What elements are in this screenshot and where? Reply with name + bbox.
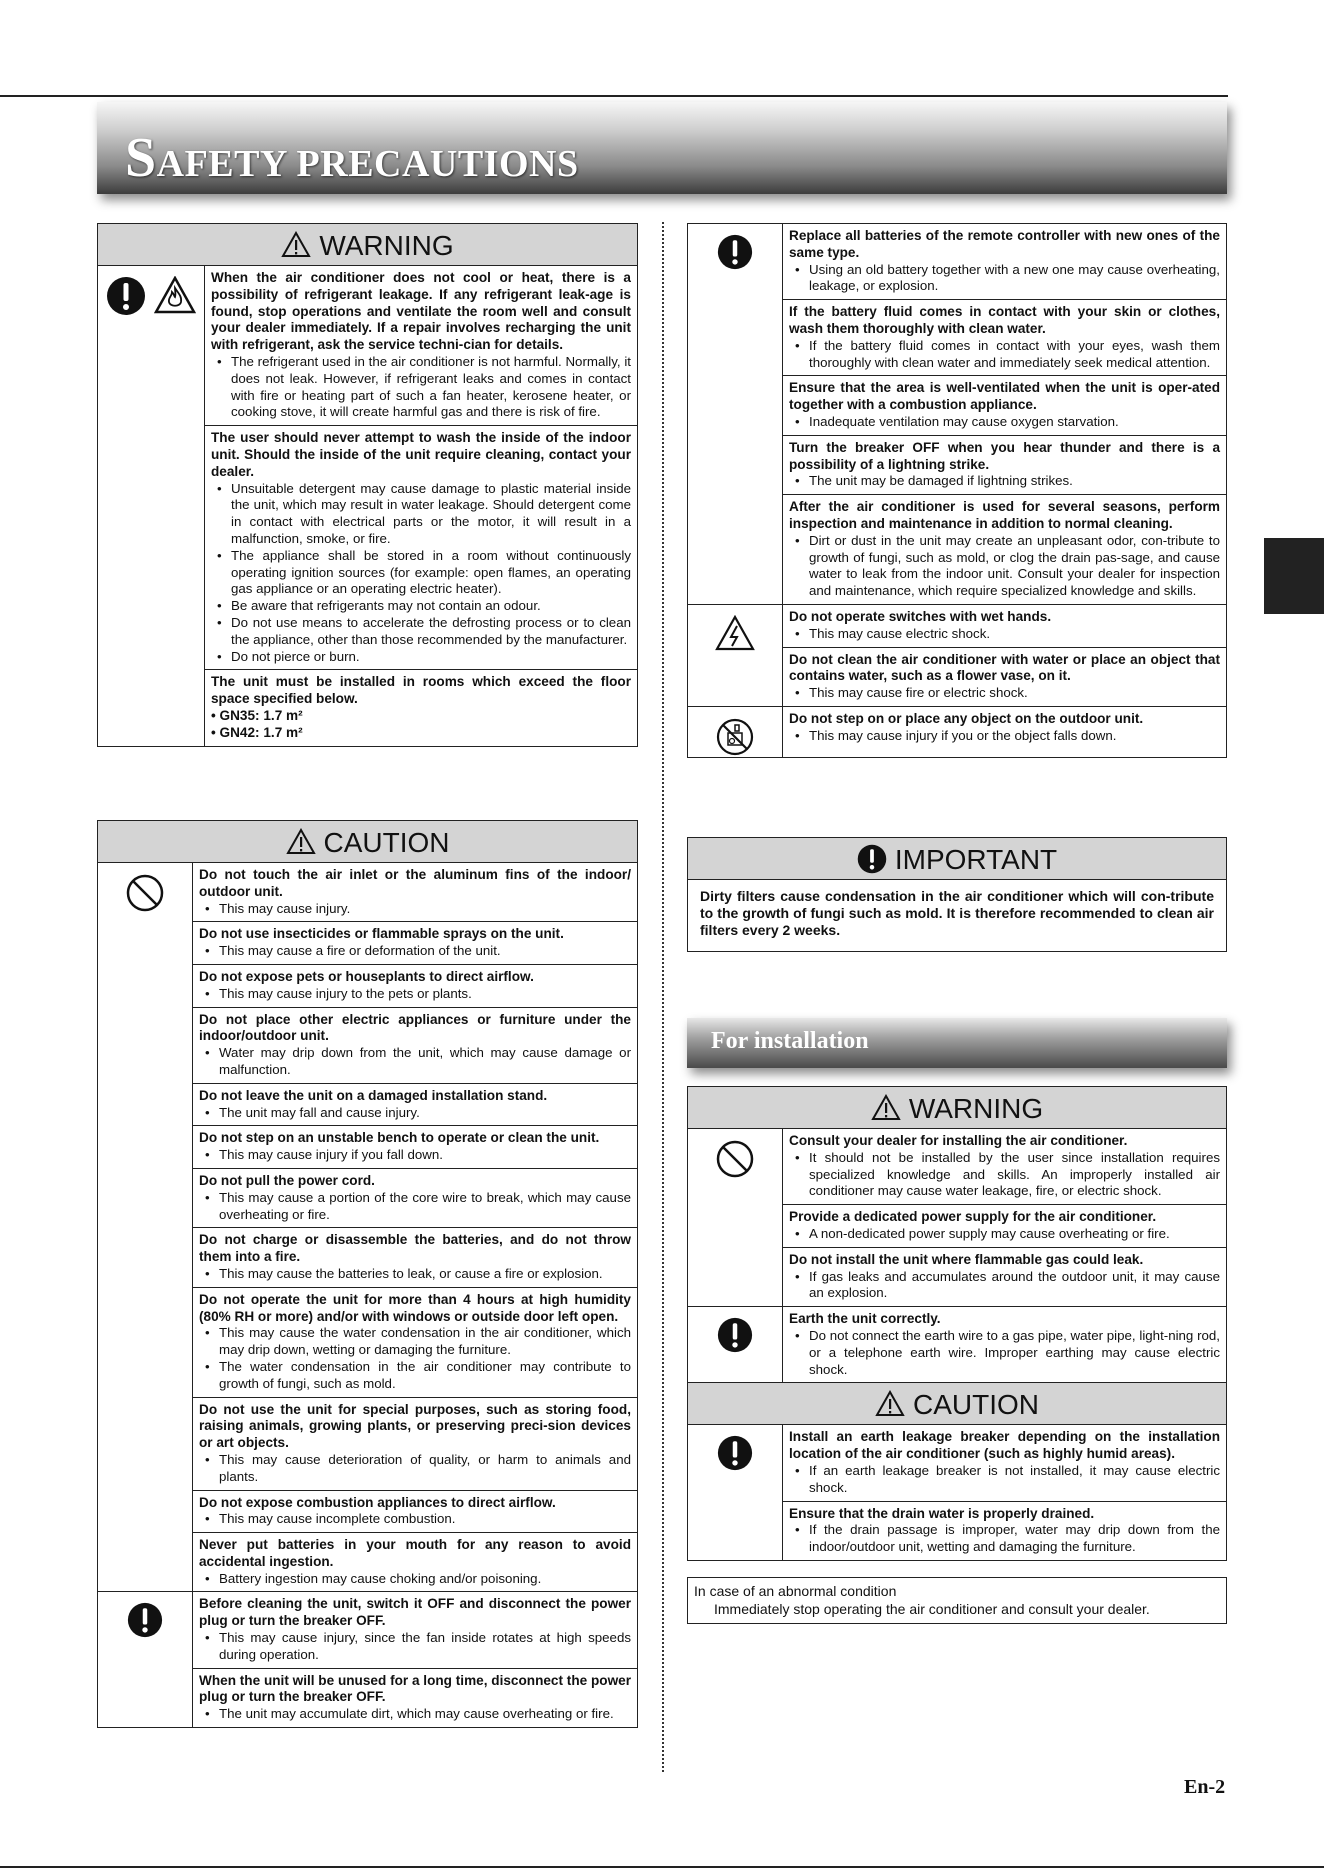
warning-triangle-icon	[875, 1390, 905, 1417]
no-step-icon	[715, 717, 755, 757]
electric-items	[783, 605, 1226, 706]
warning-header	[98, 224, 637, 266]
safety-item-title: The unit must be installed in rooms which exceed the floor space specified below.	[211, 674, 631, 707]
mandatory-group	[688, 224, 1226, 605]
important-box	[687, 837, 1227, 952]
caution-box	[97, 820, 638, 1728]
safety-item	[193, 1592, 637, 1668]
mandatory-icon	[717, 1435, 753, 1471]
safety-item-bullets	[199, 1452, 631, 1486]
safety-item-title: Do not clean the air conditioner with water or place an object that contains water, such as a flower vase, on it.	[789, 651, 1220, 684]
caution-mandatory-group	[98, 1592, 637, 1727]
safety-item-title: Do not touch the air inlet or the aluminum fins of the indoor/ outdoor unit.	[199, 867, 631, 899]
installation-caution-group	[688, 1425, 1226, 1560]
safety-item-title: Turn the breaker OFF when you hear thunder and there is a possibility of a lightning strike.	[789, 439, 1220, 472]
installation-caution-icon-cell	[688, 1425, 783, 1560]
safety-item-bullets	[789, 728, 1220, 745]
safety-item-bullets	[211, 354, 631, 421]
safety-item-bullet: • Do not use means to accelerate the defrosting process or to clean the appliance, other than those recommended by the manufacturer.	[211, 615, 631, 649]
safety-item-title: If the battery fluid comes in contact with your skin or clothes, wash them thoroughly with clean water.	[789, 304, 1220, 336]
safety-item-bullet: • This may cause a fire or deformation of the unit.	[199, 943, 631, 960]
safety-item-title: The user should never attempt to wash the inside of the indoor unit. Should the inside of the unit require cleaning, contact your dealer.	[211, 430, 631, 479]
safety-item-bullet: • This may cause deterioration of quality, or harm to animals and plants.	[199, 1452, 631, 1486]
prohibit-icon	[715, 1139, 755, 1179]
installation-caution-header	[688, 1383, 1226, 1425]
caution-header	[98, 821, 637, 863]
safety-item-bullets	[789, 338, 1220, 372]
safety-item-bullets	[789, 1150, 1220, 1200]
important-text: Dirty filters cause condensation in the air conditioner which will con-tribute to the growth of fungi such as mold. It is therefore recommended to clean air filters every 2 weeks.	[700, 888, 1214, 938]
safety-item	[193, 1288, 637, 1398]
abnormal-condition-title: In case of an abnormal condition	[694, 1583, 897, 1599]
safety-item-title: When the unit will be unused for a long time, disconnect the power plug or turn the breaker OFF.	[199, 1672, 631, 1705]
safety-item	[783, 1248, 1226, 1306]
safety-item-bullets	[211, 481, 631, 666]
warning-triangle-icon	[286, 828, 316, 855]
safety-item-bullets	[199, 901, 631, 918]
caution-prohibit-group	[98, 863, 637, 1592]
safety-item-bullet: • This may cause incomplete combustion.	[199, 1511, 631, 1528]
safety-item	[783, 224, 1226, 300]
safety-item-bullet: • This may cause injury.	[199, 901, 631, 918]
safety-item-bullet: • This may cause injury to the pets or plants.	[199, 986, 631, 1003]
caution-mandatory-icon-cell	[98, 1592, 193, 1727]
safety-item-bullets	[199, 1511, 631, 1528]
safety-item	[783, 436, 1226, 495]
safety-item-bullet: • This may cause a portion of the core wire to break, which may cause overheating or fire.	[199, 1190, 631, 1224]
fire-icon	[154, 276, 196, 314]
page-title	[125, 126, 579, 190]
safety-item-title: Do not step on or place any object on the outdoor unit.	[789, 710, 1144, 726]
safety-item-title: Do not step on an unstable bench to operate or clean the unit.	[199, 1130, 600, 1146]
safety-item-title: Install an earth leakage breaker depending on the installation location of the air conditioner (such as highly humid areas).	[789, 1429, 1220, 1462]
safety-item-bullets	[789, 685, 1220, 702]
safety-item-bullet: • If an earth leakage breaker is not installed, it may cause electric shock.	[789, 1463, 1220, 1497]
safety-item-bullet: • If the drain passage is improper, water may drip down from the indoor/outdoor unit, wetting and damaging the furniture.	[789, 1522, 1220, 1556]
installation-caution-label: CAUTION	[913, 1389, 1039, 1421]
safety-item-bullets	[199, 1571, 631, 1588]
safety-item	[193, 863, 637, 922]
mandatory-icon	[717, 234, 753, 270]
warning-icons	[98, 266, 205, 746]
safety-item-bullet: • Unsuitable detergent may cause damage to plastic material inside the unit, which may result in water leakage. Should detergent come in contact with electrical parts or the motor, it will result in a malfunction, smoke, or fire.	[211, 481, 631, 548]
mandatory-icon	[127, 1602, 163, 1638]
safety-item	[193, 1228, 637, 1287]
installation-warning-label: WARNING	[908, 1093, 1044, 1124]
safety-item-title: Do not operate switches with wet hands.	[789, 608, 1052, 624]
safety-item	[783, 495, 1226, 604]
safety-item-title: Do not use insecticides or flammable sprays on the unit.	[199, 926, 564, 942]
safety-item	[205, 266, 637, 426]
safety-item	[783, 1425, 1226, 1501]
safety-item-bullet: • Dirt or dust in the unit may create an unpleasant odor, con-tribute to growth of fungi, such as mold, or clog the drain pas-sage, and cause water to leak from the indoor unit. Consult your dealer for inspection and maintenance, which require specialized knowledge and skills.	[789, 533, 1220, 600]
safety-item-bullets	[789, 473, 1220, 490]
safety-item-bullet: • Be aware that refrigerants may not contain an odour.	[211, 598, 631, 615]
safety-item-bullet: • The appliance shall be stored in a room without continuously operating ignition sources (for example: open flames, an operating gas appliance or an operating electric heater).	[211, 548, 631, 598]
safety-item-title: When the air conditioner does not cool or heat, there is a possibility of refrigerant leakage. If any refrigerant leak-age is found, stop operations and ventilate the room well and consult your dealer immediately. If a repair involves recharging the unit with refrigerant, ask the service techni-cian for details.	[211, 270, 631, 353]
safety-item	[783, 605, 1226, 648]
bottom-rule	[0, 1866, 1324, 1868]
safety-item-bullets	[789, 262, 1220, 296]
caution-label: CAUTION	[323, 827, 450, 858]
safety-item-title: Ensure that the area is well-ventilated when the unit is oper-ated together with a combustion appliance.	[789, 380, 1220, 413]
safety-item	[205, 670, 637, 745]
safety-item-bullet: • This may cause electric shock.	[789, 626, 1220, 643]
top-rule	[0, 95, 1228, 97]
mandatory-icon	[106, 276, 146, 316]
floor-space-line: • GN35: 1.7 m²	[211, 707, 303, 723]
installation-prohibit-icon-cell	[688, 1129, 783, 1306]
installation-box	[687, 1086, 1227, 1561]
safety-item	[193, 1533, 637, 1591]
safety-item-title: Do not pull the power cord.	[199, 1172, 375, 1188]
warning-group	[98, 266, 637, 746]
safety-item-bullet: • A non-dedicated power supply may cause overheating or fire.	[789, 1226, 1220, 1243]
safety-item-bullet: • This may cause injury, since the fan inside rotates at high speeds during operation.	[199, 1630, 631, 1664]
mandatory-icon	[717, 1317, 753, 1353]
installation-mandatory-icon-cell	[688, 1307, 783, 1382]
page-number: En-2	[1184, 1776, 1226, 1798]
safety-item-bullet: • Battery ingestion may cause choking and/or poisoning.	[199, 1571, 631, 1588]
safety-item-bullet: • Using an old battery together with a new one may cause overheating, leakage, or explosion.	[789, 262, 1220, 296]
safety-item-bullets	[789, 626, 1220, 643]
prohibit-icon	[125, 873, 165, 913]
warning-items	[205, 266, 637, 746]
abnormal-condition-text: Immediately stop operating the air conditioner and consult your dealer.	[714, 1601, 1150, 1617]
warning-triangle-icon	[281, 231, 311, 258]
installation-section-title: For installation	[711, 1028, 869, 1054]
safety-item-title: Consult your dealer for installing the air conditioner.	[789, 1133, 1128, 1148]
nostep-items	[783, 707, 1226, 757]
safety-item-title: Do not charge or disassemble the batteries, and do not throw them into a fire.	[199, 1232, 631, 1265]
safety-item-title: Do not leave the unit on a damaged installation stand.	[199, 1087, 548, 1103]
safety-item	[193, 1669, 637, 1727]
safety-item-bullets	[199, 943, 631, 960]
section-tab-marker	[1264, 538, 1324, 614]
warning-label: WARNING	[319, 230, 454, 261]
safety-item	[783, 648, 1226, 706]
safety-item-bullet: • Inadequate ventilation may cause oxygen starvation.	[789, 414, 1220, 431]
safety-item	[193, 1126, 637, 1169]
safety-item-bullet: • The refrigerant used in the air conditioner is not harmful. Normally, it does not leak. However, if refrigerant leaks and comes in contact with fire or heating part of such a fan heater, kerosene heater, or cooking stove, it will create harmful gas and there is risk of fire.	[211, 354, 631, 421]
warning-box	[97, 223, 638, 747]
safety-item	[783, 707, 1226, 749]
safety-item-title: Do not place other electric appliances or furniture under the indoor/outdoor unit.	[199, 1011, 631, 1044]
important-label: IMPORTANT	[894, 844, 1058, 875]
safety-item-bullet: • The unit may accumulate dirt, which may cause overheating or fire.	[199, 1706, 631, 1723]
caution-prohibit-items	[193, 863, 637, 1591]
safety-item-bullet: • This may cause injury if you or the object falls down.	[789, 728, 1220, 745]
safety-item-bullets	[199, 1147, 631, 1164]
page-title-rest: AFETY PRECAUTIONS	[156, 143, 579, 185]
installation-caution-items	[783, 1425, 1226, 1560]
safety-item	[783, 1307, 1226, 1382]
safety-item-title: Never put batteries in your mouth for any reason to avoid accidental ingestion.	[199, 1537, 631, 1569]
installation-prohibit-group	[688, 1129, 1226, 1307]
safety-item	[783, 300, 1226, 376]
safety-item-bullet: • This may cause the batteries to leak, or cause a fire or explosion.	[199, 1266, 631, 1283]
safety-item-bullet: • If gas leaks and accumulates around the outdoor unit, it may cause an explosion.	[789, 1269, 1220, 1303]
safety-item	[193, 965, 637, 1008]
safety-item-title: Provide a dedicated power supply for the air conditioner.	[789, 1209, 1157, 1225]
safety-item-bullet: • The water condensation in the air conditioner may contribute to growth of fungi, such as mold.	[199, 1359, 631, 1393]
safety-item-bullets	[789, 1522, 1220, 1556]
electric-group	[688, 605, 1226, 707]
page-title-band	[97, 102, 1227, 194]
safety-item	[193, 922, 637, 965]
safety-item-bullets	[199, 1630, 631, 1664]
floor-space-line: • GN42: 1.7 m²	[211, 724, 303, 740]
safety-item-title: Replace all batteries of the remote controller with new ones of the same type.	[789, 228, 1220, 260]
electric-shock-icon	[715, 615, 755, 651]
safety-item-bullets	[789, 533, 1220, 600]
installation-warning-header	[688, 1087, 1226, 1129]
safety-item	[193, 1084, 637, 1127]
safety-item	[193, 1169, 637, 1228]
safety-item-title: Before cleaning the unit, switch it OFF and disconnect the power plug or turn the breaker OFF.	[199, 1596, 631, 1629]
safety-item	[783, 1129, 1226, 1205]
column-divider	[662, 222, 664, 1772]
safety-item-title: Do not expose combustion appliances to direct airflow.	[199, 1494, 556, 1510]
safety-item	[783, 376, 1226, 435]
safety-item-bullet: • This may cause the water condensation in the air conditioner, which may drip down, wetting or damaging the furniture.	[199, 1325, 631, 1359]
safety-item-bullet: • Water may drip down from the unit, which may cause damage or malfunction.	[199, 1045, 631, 1079]
abnormal-condition-box	[687, 1577, 1227, 1624]
safety-item-title: After the air conditioner is used for several seasons, perform inspection and maintenance in addition to normal cleaning.	[789, 499, 1220, 531]
important-header	[688, 838, 1226, 880]
safety-item-bullet: • This may cause fire or electric shock.	[789, 685, 1220, 702]
safety-item-bullets	[789, 1226, 1220, 1243]
warning-triangle-icon	[871, 1094, 901, 1121]
electric-icon-cell	[688, 605, 783, 706]
safety-item-bullets	[199, 1190, 631, 1224]
installation-mandatory-group	[688, 1307, 1226, 1383]
safety-item-title: Do not operate the unit for more than 4 hours at high humidity (80% RH or more) and/or with windows or outside door left open.	[199, 1291, 631, 1324]
safety-item	[783, 1205, 1226, 1248]
safety-item-bullet: • The unit may be damaged if lightning strikes.	[789, 473, 1220, 490]
safety-item-bullets	[199, 1105, 631, 1122]
safety-item-bullet: • Do not pierce or burn.	[211, 649, 631, 666]
safety-item	[193, 1008, 637, 1084]
safety-item-bullet: • The unit may fall and cause injury.	[199, 1105, 631, 1122]
safety-item-bullets	[199, 1325, 631, 1392]
safety-item-bullet: • Do not connect the earth wire to a gas pipe, water pipe, light-ning rod, or a telephone earth wire. Improper earthing may cause electric shock.	[789, 1328, 1220, 1378]
safety-item	[205, 426, 637, 670]
mandatory-icon-cell	[688, 224, 783, 604]
warning-continued-box	[687, 223, 1227, 758]
safety-item-bullets	[199, 1045, 631, 1079]
safety-item-bullet: • If the battery fluid comes in contact with your eyes, wash them thoroughly with clean water and immediately seek medical attention.	[789, 338, 1220, 372]
safety-item-bullets	[199, 986, 631, 1003]
safety-item-title: Do not install the unit where flammable gas could leak.	[789, 1251, 1144, 1267]
safety-item-title: Do not expose pets or houseplants to direct airflow.	[199, 968, 534, 984]
nostep-icon-cell	[688, 707, 783, 757]
nostep-group	[688, 707, 1226, 757]
safety-item-bullets	[789, 1269, 1220, 1303]
safety-item	[193, 1491, 637, 1534]
mandatory-items	[783, 224, 1226, 604]
safety-item-bullets	[199, 1706, 631, 1723]
installation-section-band	[687, 1018, 1227, 1068]
caution-prohibit-icon-cell	[98, 863, 193, 1591]
safety-item-bullets	[789, 414, 1220, 431]
safety-item-bullet: • It should not be installed by the user since installation requires specialized knowledge and skills. An improperly installed air conditioner may cause water leakage, fire, or electric shock.	[789, 1150, 1220, 1200]
mandatory-icon	[857, 844, 887, 874]
safety-item-bullets	[789, 1463, 1220, 1497]
safety-item-title: Earth the unit correctly.	[789, 1311, 941, 1327]
page-title-initial: S	[125, 127, 157, 189]
installation-mandatory-items	[783, 1307, 1226, 1382]
safety-item	[783, 1502, 1226, 1560]
safety-item	[193, 1398, 637, 1491]
safety-item-title: Do not use the unit for special purposes, such as storing food, raising animals, growing plants, or preserving preci-sion devices or art objects.	[199, 1401, 631, 1451]
installation-prohibit-items	[783, 1129, 1226, 1306]
safety-item-bullet: • This may cause injury if you fall down.	[199, 1147, 631, 1164]
caution-mandatory-items	[193, 1592, 637, 1727]
safety-item-bullets	[789, 1328, 1220, 1378]
safety-item-title: Ensure that the drain water is properly drained.	[789, 1505, 1095, 1521]
safety-item-bullets	[199, 1266, 631, 1283]
